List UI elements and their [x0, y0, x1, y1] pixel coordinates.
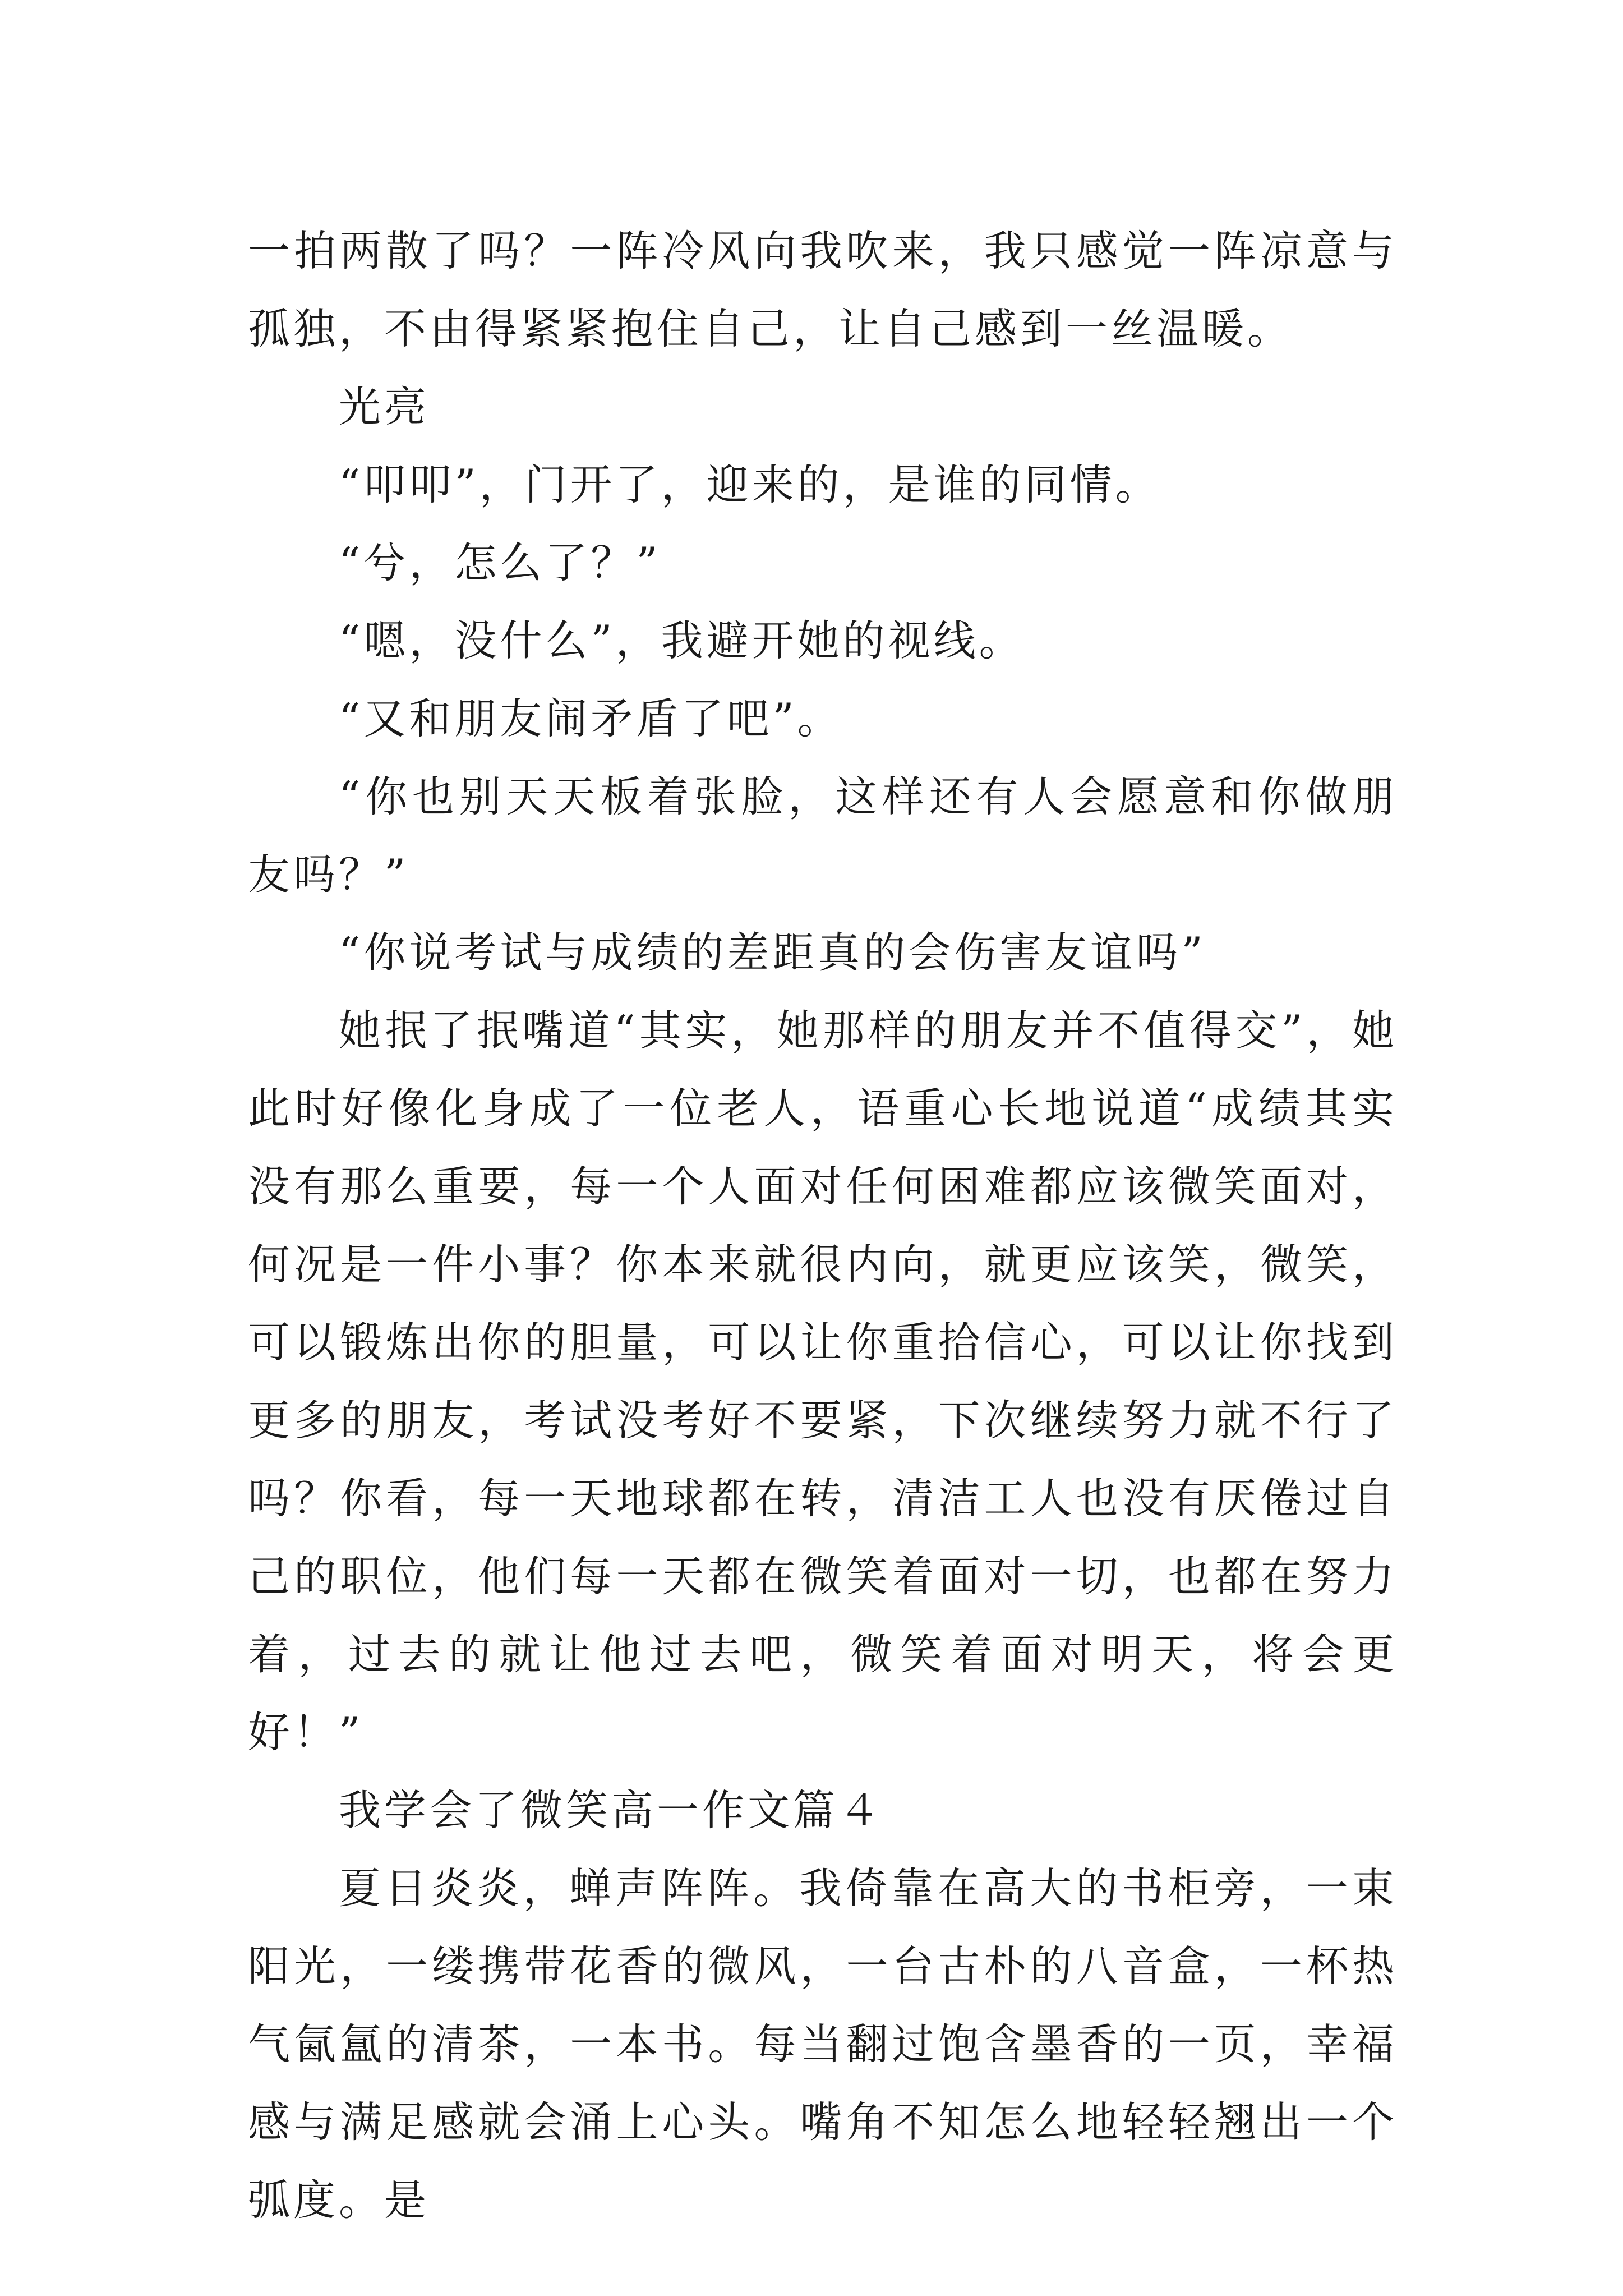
paragraph: “你说考试与成绩的差距真的会伤害友谊吗”: [339, 928, 1206, 977]
paragraph: “你也别天天板着张脸，这样还有人会愿意和你做朋友吗？”: [248, 772, 1398, 899]
paragraph: “叩叩”，门开了，迎来的，是谁的同情。: [339, 460, 1161, 509]
paragraph: 她抿了抿嘴道“其实，她那样的朋友并不值得交”，她此时好像化身成了一位老人，语重心长地说道“成绩其实没有那么重要，每一个人面对任何困难都应该微笑面对，何况是一件小事？你本来就很内向，就更应该笑，微笑，可以锻炼出你的胆量，可以让你重拾信心，可以让你找到更多的朋友，考试没考好不要紧，下次继续努力就不行了吗？你看，每一天地球都在转，清洁工人也没有厌倦过自己的职位，他们每一天都在微笑着面对一切，也都在努力着，过去的就让他过去吧，微笑着面对明天，将会更好！”: [248, 1006, 1398, 1757]
document-body: [248, 212, 1398, 2239]
paragraph: “嗯，没什么”，我避开她的视线。: [339, 616, 1025, 665]
paragraph: 一拍两散了吗？一阵冷风向我吹来，我只感觉一阵凉意与孤独，不由得紧紧抱住自己，让自己感到一丝温暖。: [248, 226, 1398, 353]
paragraph: 光亮: [339, 382, 430, 431]
paragraph: 夏日炎炎，蝉声阵阵。我倚靠在高大的书柜旁，一束阳光，一缕携带花香的微风，一台古朴的八音盒，一杯热气氤氲的清茶，一本书。每当翻过饱含墨香的一页，幸福感与满足感就会涌上心头。嘴角不知怎么地轻轻翘出一个弧度。是: [248, 1864, 1398, 2225]
section-heading: 我学会了微笑高一作文篇４: [339, 1786, 884, 1835]
paragraph: “又和朋友闹矛盾了吧”。: [339, 694, 843, 743]
paragraph: “兮，怎么了？”: [339, 538, 661, 587]
